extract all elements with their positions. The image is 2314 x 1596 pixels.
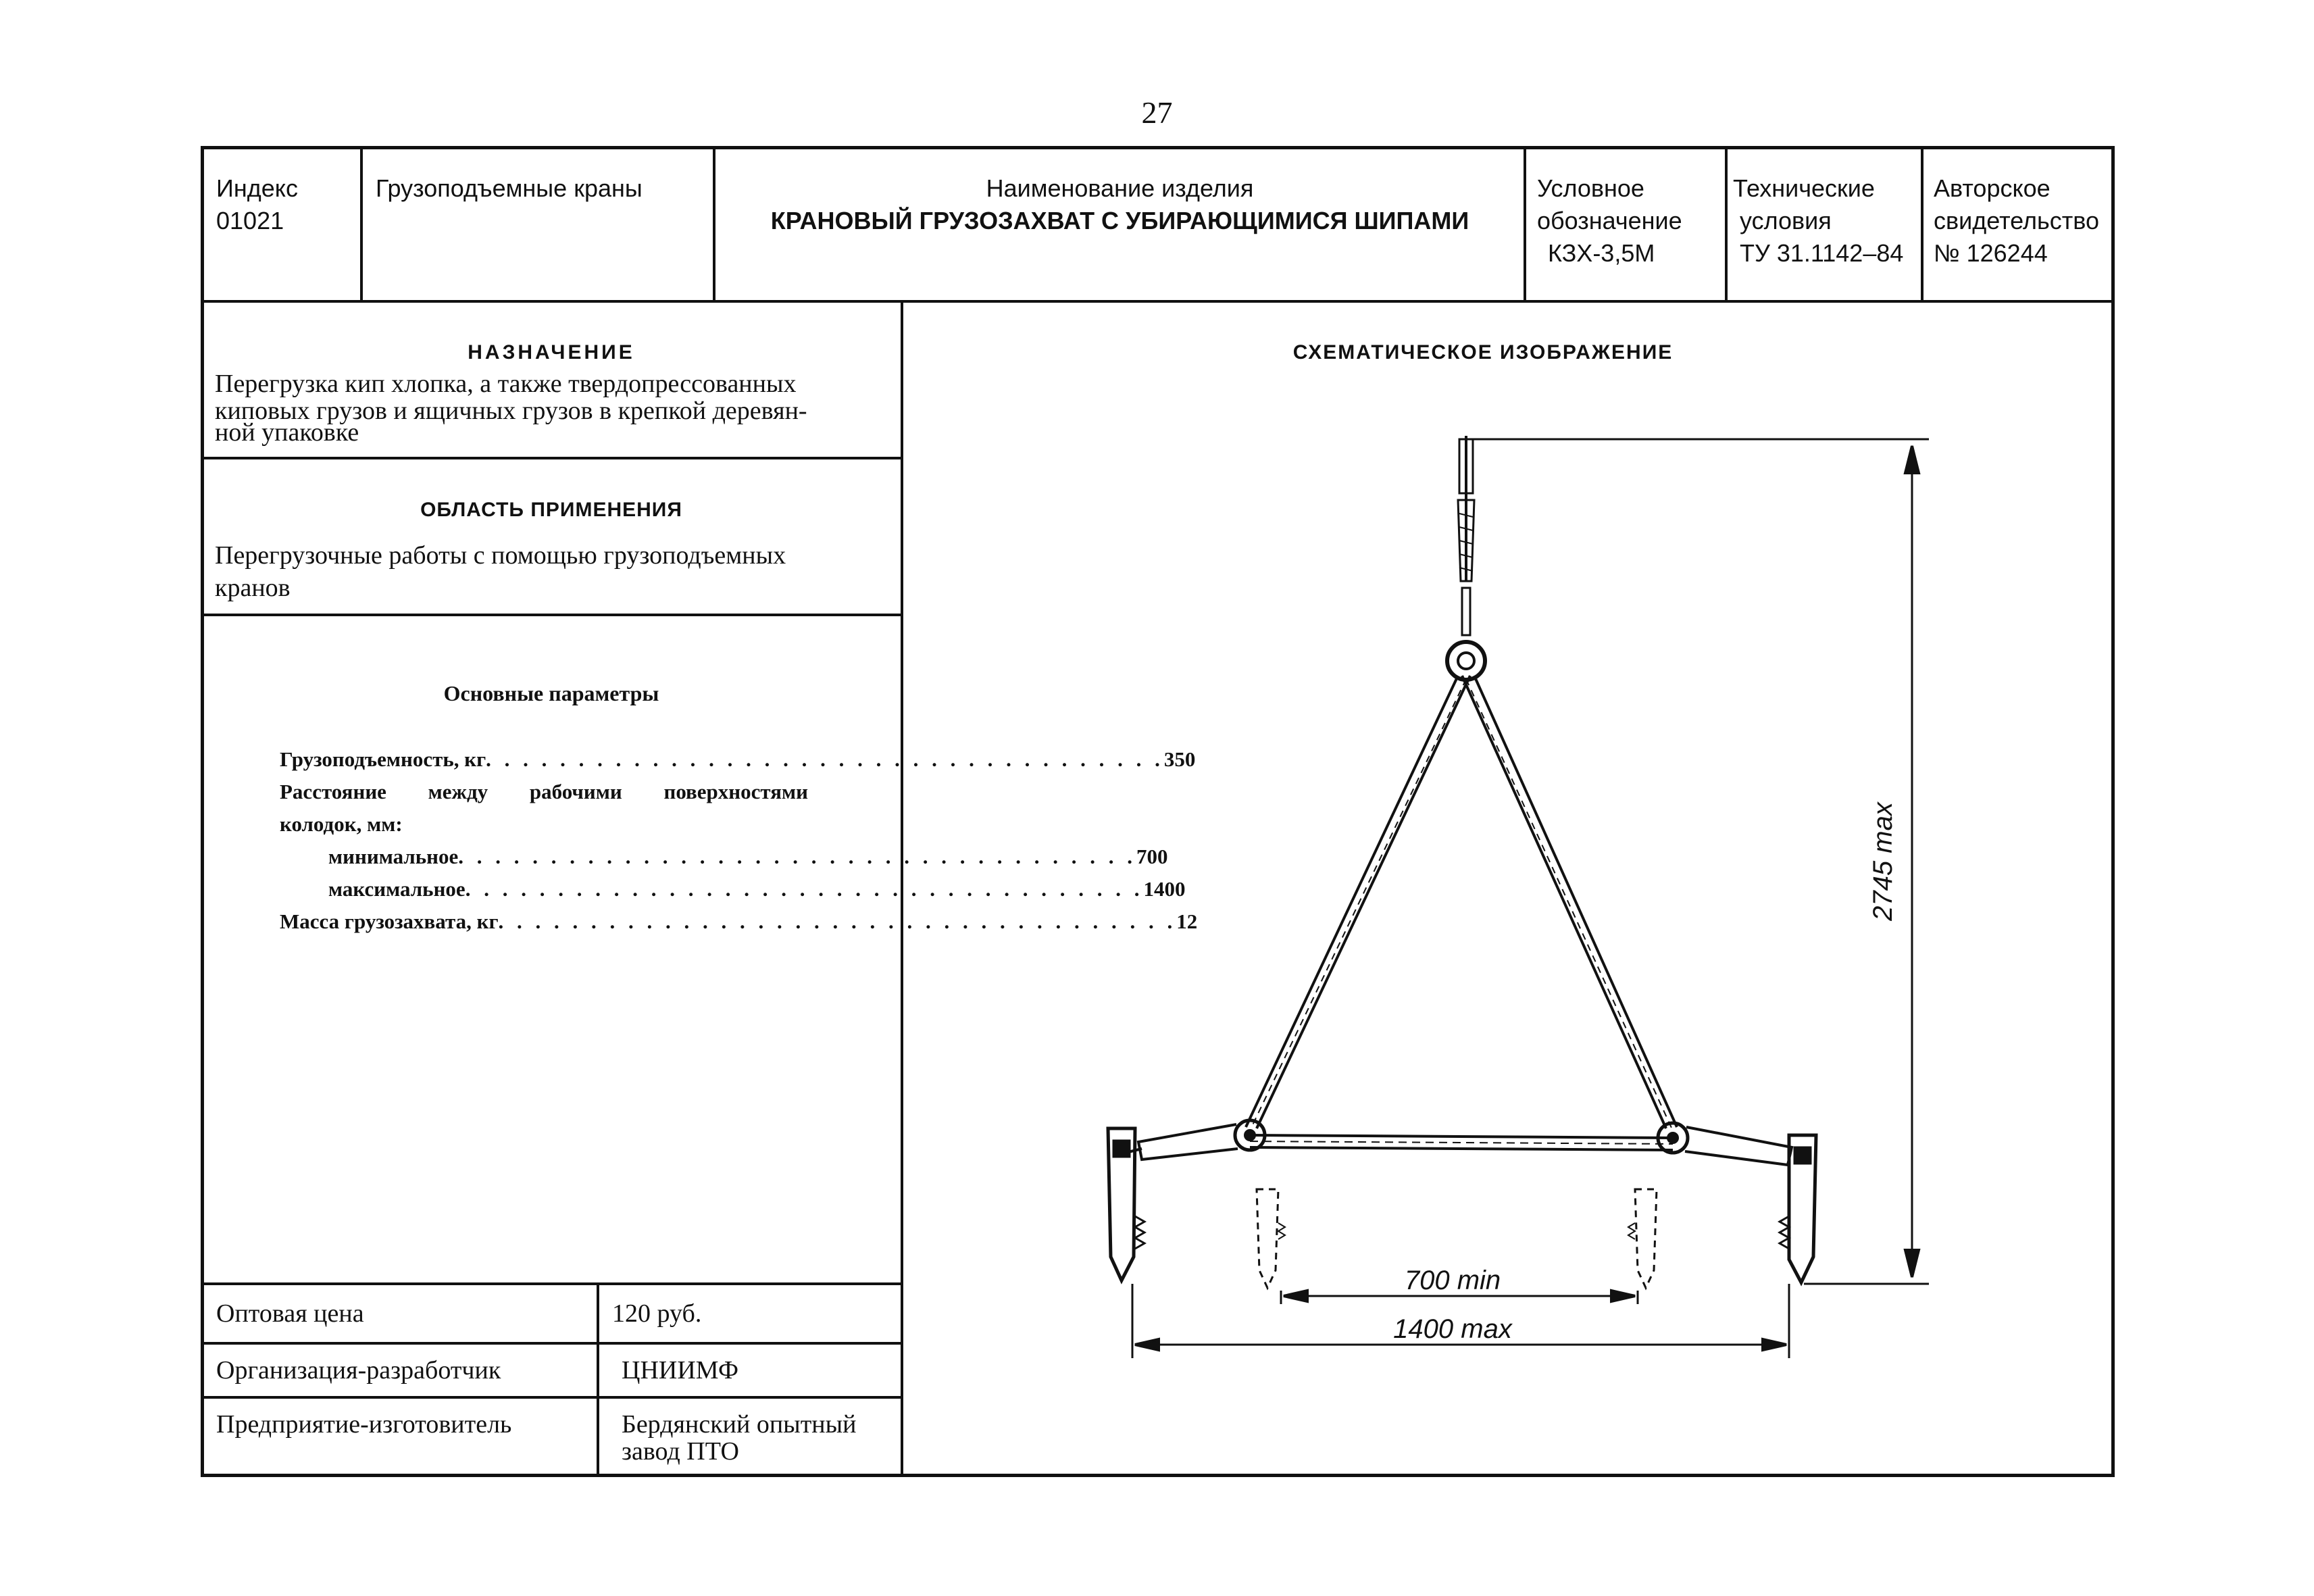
header-divider: [713, 147, 715, 301]
manufacturer-value: [622, 1411, 857, 1465]
header-divider: [360, 147, 363, 301]
developer-value: ЦНИИМФ: [622, 1356, 739, 1385]
param-label: Масса грузозахвата, кг: [280, 909, 499, 933]
header-divider: [1524, 147, 1526, 301]
param-label: между: [428, 780, 488, 803]
tech-label-2: условия: [1740, 207, 1832, 234]
param-label: поверхностями: [663, 780, 808, 803]
developer-label: Организация-разработчик: [216, 1356, 501, 1385]
scope-line: Перегрузочные работы с помощью грузоподъемных: [215, 541, 786, 570]
tech-conditions-cell: [1733, 172, 1903, 270]
param-label: рабочими: [529, 780, 622, 803]
param-value: 12: [1176, 909, 1198, 933]
header-divider: [1921, 147, 1923, 301]
product-cell: [716, 172, 1524, 237]
product-name: КРАНОВЫЙ ГРУЗОЗАХВАТ С УБИРАЮЩИМИСЯ ШИПАМИ: [770, 207, 1469, 234]
params-list: [280, 743, 1198, 938]
purpose-line: ной упаковке: [215, 418, 359, 447]
purpose-line: Перегрузка кип хлопка, а также твердопрессованных: [215, 370, 797, 398]
table-row-line: [202, 1396, 902, 1399]
param-label: минимальное: [328, 845, 459, 868]
top-ring: [1447, 642, 1485, 680]
param-label: Грузоподъемность, кг: [280, 747, 486, 771]
product-label: Наименование изделия: [986, 174, 1254, 202]
table-col-divider: [597, 1284, 599, 1476]
left-chain: [1246, 676, 1470, 1128]
designation-label-1: Условное: [1537, 174, 1644, 202]
manufacturer-label: Предприятие-изготовитель: [216, 1410, 512, 1439]
cert-value: № 126244: [1934, 239, 2048, 267]
designation-label-2: обозначение: [1537, 207, 1682, 234]
param-mass: Масса грузозахвата, кг . . . . . . . . . . . . . . . . . . . . . . . . . . . . . . . . . . . . . 12: [280, 905, 808, 938]
min-dimension-label: 700 min: [1404, 1266, 1501, 1295]
page-number: 27: [1141, 95, 1173, 130]
tech-value: ТУ 31.1142–84: [1740, 239, 1904, 267]
table-row-line: [202, 1342, 902, 1345]
schematic-title: СХЕМАТИЧЕСКОЕ ИЗОБРАЖЕНИЕ: [1292, 341, 1674, 364]
params-title: Основные параметры: [443, 681, 659, 705]
purpose-bottom-line: [202, 457, 902, 459]
purpose-line: киповых грузов и ящичных грузов в крепкой деревян-: [215, 397, 807, 425]
left-spikes: [1135, 1216, 1145, 1249]
height-dimension-label: 2745 max: [1868, 802, 1898, 921]
scope-title: ОБЛАСТЬ ПРИМЕНЕНИЯ: [420, 499, 682, 521]
scope-line: кранов: [215, 574, 291, 602]
param-value: 1400: [1143, 877, 1186, 901]
param-label: Расстояние: [280, 780, 386, 803]
param-label: колодок, мм:: [280, 812, 403, 836]
category-text: Грузоподъемные краны: [376, 174, 643, 202]
param-label: максимальное: [328, 877, 466, 901]
param-max: максимальное . . . . . . . . . . . . . . . . . . . . . . . . . . . . . . . . . . . . . 1400: [280, 873, 808, 905]
purpose-text: [215, 370, 807, 446]
index-label: Индекс: [216, 174, 298, 202]
spreader-bar: [1250, 1135, 1673, 1150]
cert-label-1: Авторское: [1934, 174, 2051, 202]
index-cell: [216, 172, 298, 237]
params-bottom-line: [202, 1282, 902, 1285]
param-capacity: Грузоподъемность, кг . . . . . . . . . . . . . . . . . . . . . . . . . . . . . . . . . . . . . 350: [280, 743, 808, 776]
purpose-title: НАЗНАЧЕНИЕ: [468, 341, 635, 364]
designation-cell: [1537, 172, 1682, 270]
header-divider: [1725, 147, 1728, 301]
right-lever: [1685, 1127, 1792, 1165]
param-value: 350: [1163, 747, 1196, 771]
manufacturer-line: завод ПТО: [622, 1437, 739, 1466]
right-jaw-min-position: [1635, 1189, 1657, 1288]
right-chain: [1462, 676, 1677, 1128]
schematic-drawing: [903, 301, 2111, 1474]
cert-label-2: свидетельство: [1934, 207, 2099, 234]
max-dimension-label: 1400 max: [1393, 1314, 1512, 1344]
price-value: 120 руб.: [612, 1299, 702, 1328]
left-lever: [1138, 1124, 1238, 1159]
left-jaw-min-position: [1257, 1189, 1278, 1288]
index-value: 01021: [216, 207, 284, 234]
param-value: 700: [1136, 845, 1168, 868]
tech-label-1: Технические: [1733, 174, 1875, 202]
param-min: минимальное . . . . . . . . . . . . . . . . . . . . . . . . . . . . . . . . . . . . . 700: [280, 841, 808, 873]
designation-value: КЗХ-3,5М: [1548, 239, 1655, 267]
manufacturer-line: Бердянский опытный: [622, 1410, 857, 1439]
param-distance-line: [280, 776, 808, 808]
scope-bottom-line: [202, 614, 902, 616]
scope-text: [215, 539, 786, 604]
price-label: Оптовая цена: [216, 1299, 364, 1328]
certificate-cell: [1934, 172, 2099, 270]
